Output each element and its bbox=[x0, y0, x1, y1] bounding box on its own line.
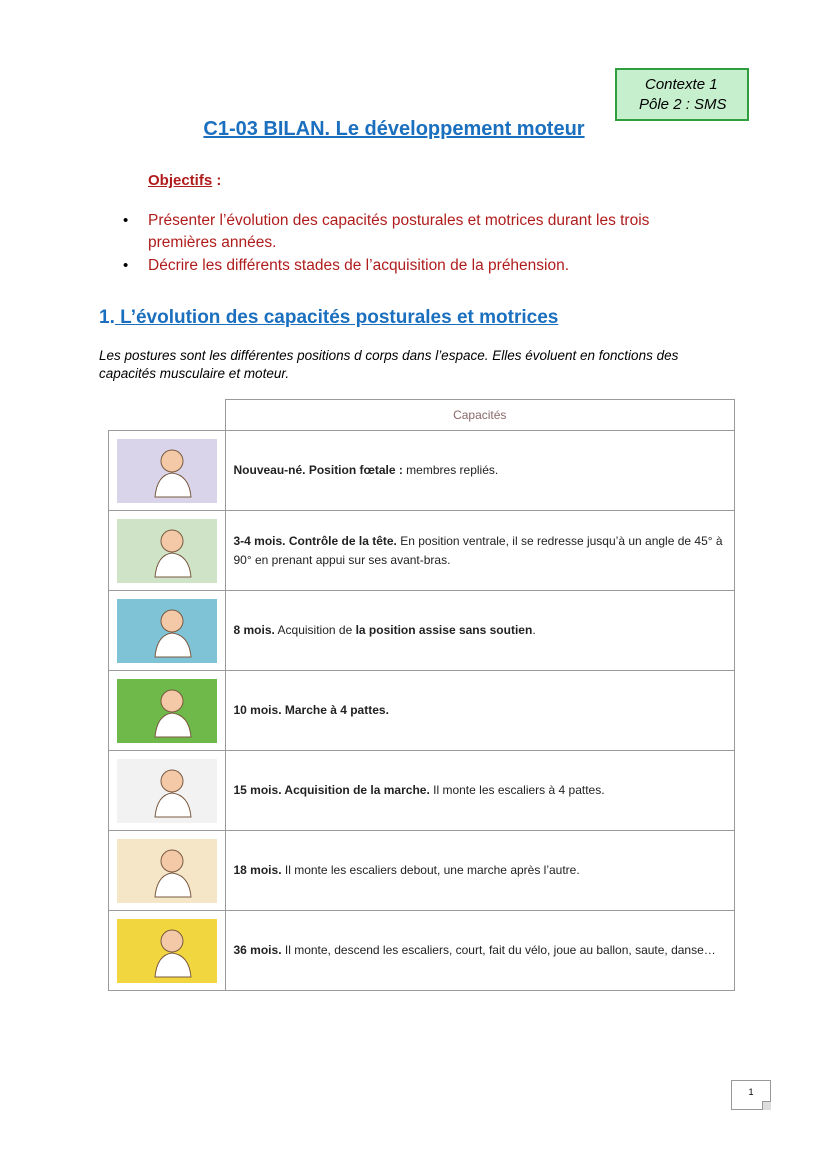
row-illustration-cell bbox=[109, 911, 226, 991]
row-stage-label: 10 mois. Marche à 4 pattes. bbox=[233, 703, 389, 717]
newborn-fetal-position-illustration bbox=[109, 439, 225, 503]
row-illustration-cell bbox=[109, 831, 226, 911]
toddler-stairs-illustration bbox=[109, 839, 225, 903]
row-description bbox=[225, 591, 735, 671]
section-intro: Les postures sont les différentes positions d corps dans l’espace. Elles évoluent en fonctions des capacités musculaire et moteur. bbox=[99, 348, 679, 381]
table-row bbox=[109, 671, 735, 751]
table-header-row bbox=[109, 400, 735, 431]
row-illustration-cell bbox=[109, 431, 226, 511]
table-row bbox=[109, 751, 735, 831]
objective-item: • Décrire les différents stades de l’acquisition de la préhension. bbox=[118, 255, 718, 277]
row-illustration-cell bbox=[109, 751, 226, 831]
baby-crawling-illustration bbox=[109, 679, 225, 743]
row-description bbox=[225, 831, 735, 911]
section-number: 1. bbox=[99, 307, 115, 328]
row-stage-label: 18 mois. bbox=[233, 863, 282, 877]
toddler-walking-illustration bbox=[109, 759, 225, 823]
document-title: C1-03 BILAN. Le développement moteur bbox=[203, 118, 585, 140]
row-stage-label: 15 mois. Acquisition de la marche. bbox=[233, 783, 430, 797]
row-illustration-cell bbox=[109, 591, 226, 671]
row-stage-text: Il monte, descend les escaliers, court, fait du vélo, joue au ballon, saute, danse… bbox=[281, 943, 716, 957]
row-description bbox=[225, 511, 735, 591]
row-stage-label: 36 mois. bbox=[233, 943, 282, 957]
baby-head-control-illustration bbox=[109, 519, 225, 583]
page-number: 1 bbox=[731, 1080, 771, 1110]
child-dancing-illustration bbox=[109, 919, 225, 983]
context-line1: Contexte 1 bbox=[645, 76, 718, 93]
context-line2: Pôle 2 : SMS bbox=[639, 96, 727, 113]
table-row bbox=[109, 831, 735, 911]
objectives-list bbox=[118, 210, 718, 278]
row-illustration-cell bbox=[109, 511, 226, 591]
row-description bbox=[225, 911, 735, 991]
row-stage-text: Acquisition de bbox=[274, 623, 356, 637]
row-description bbox=[225, 671, 735, 751]
row-stage-label: Nouveau-né. Position fœtale : bbox=[233, 463, 403, 477]
row-stage-text: membres repliés. bbox=[402, 463, 499, 477]
row-stage-text: . bbox=[532, 623, 536, 637]
row-stage-label: 3-4 mois. Contrôle de la tête. bbox=[233, 533, 397, 548]
row-stage-text: En position ventrale, il se redresse jusqu’à un angle de 45° à 90° en prenant appui sur ses avant-bras. bbox=[233, 533, 723, 567]
objective-item: • Présenter l’évolution des capacités posturales et motrices durant les trois premières années. bbox=[118, 210, 718, 254]
objectives-colon: : bbox=[212, 172, 222, 189]
table-header-capacites: Capacités bbox=[225, 400, 735, 431]
baby-sitting-illustration bbox=[109, 599, 225, 663]
table-row bbox=[109, 431, 735, 511]
context-box bbox=[615, 68, 749, 121]
capacities-table bbox=[108, 399, 735, 991]
row-stage-label: la position assise sans soutien bbox=[355, 623, 533, 637]
row-stage-text: Il monte les escaliers à 4 pattes. bbox=[429, 783, 605, 797]
row-stage-text: Il monte les escaliers debout, une marche après l’autre. bbox=[281, 863, 580, 877]
row-description bbox=[225, 431, 735, 511]
objectives-label: Objectifs bbox=[148, 172, 213, 189]
section-title bbox=[99, 307, 558, 329]
row-description bbox=[225, 751, 735, 831]
table-row bbox=[109, 591, 735, 671]
section-title-text: L’évolution des capacités posturales et motrices bbox=[114, 307, 559, 328]
table-row bbox=[109, 911, 735, 991]
table-header-empty bbox=[109, 400, 226, 431]
table-row bbox=[109, 511, 735, 591]
objectives-heading bbox=[148, 172, 221, 189]
row-illustration-cell bbox=[109, 671, 226, 751]
row-stage-label: 8 mois. bbox=[233, 623, 275, 637]
